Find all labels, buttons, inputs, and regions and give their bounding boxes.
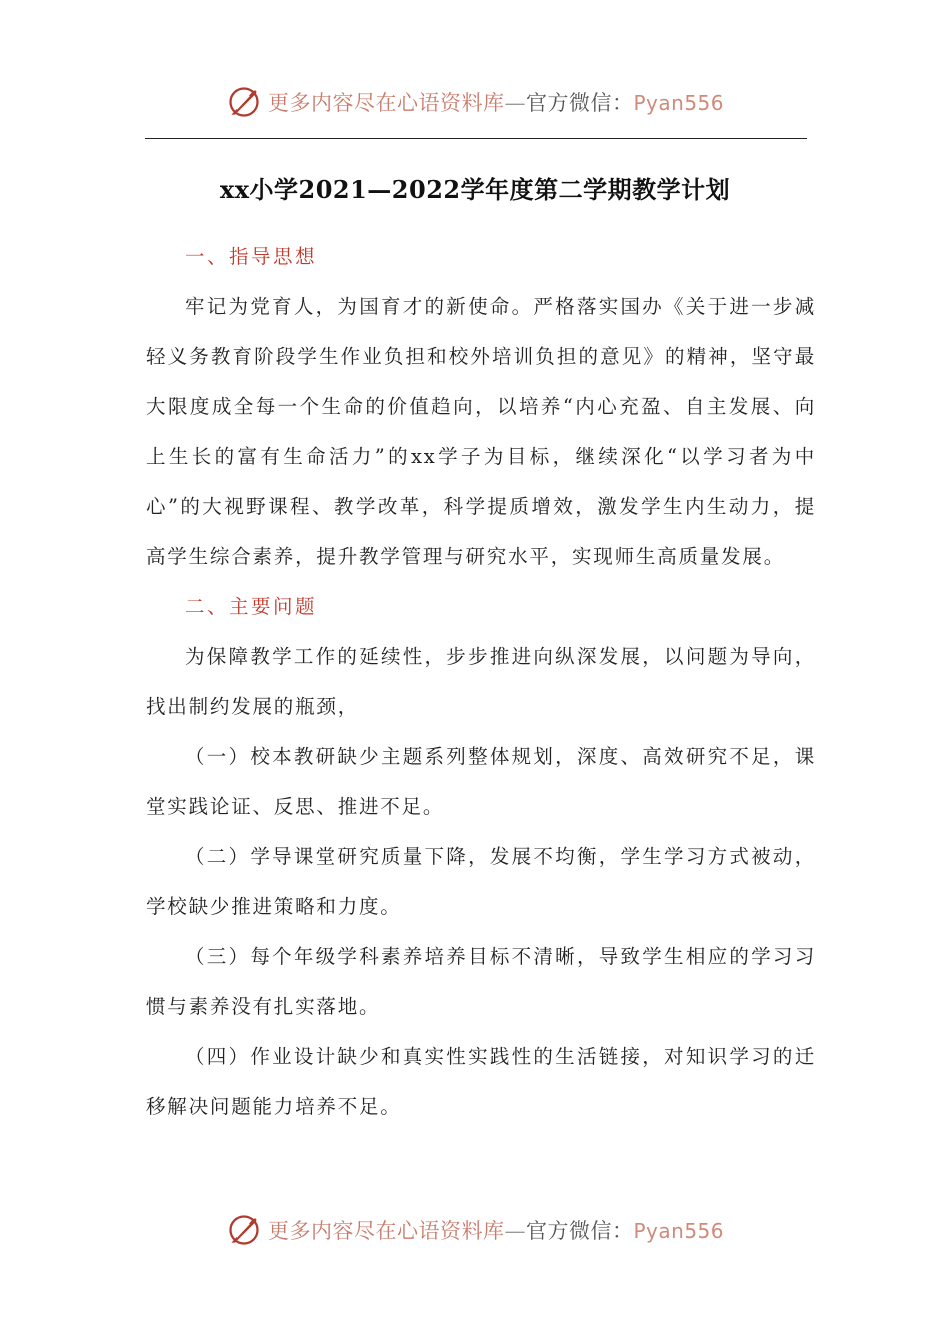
header-banner: [0, 80, 950, 124]
banner-wechat-id: Pyan556: [633, 1219, 724, 1243]
quill-pen-logo-icon: [226, 84, 262, 120]
banner-text: [268, 1215, 724, 1245]
footer-banner: [0, 1208, 950, 1252]
banner-wechat-label: 官方微信：: [525, 91, 634, 115]
body-paragraph: （四）作业设计缺少和真实性实践性的生活链接，对知识学习的迁移解决问题能力培养不足。: [146, 1045, 816, 1118]
banner-separator: —: [504, 91, 526, 115]
banner-brand: 更多内容尽在心语资料库: [267, 1219, 505, 1243]
banner-wechat-label: 官方微信：: [525, 1219, 634, 1243]
quill-pen-logo-icon: [226, 1212, 262, 1248]
document-body: [146, 232, 816, 1132]
section-heading: 一、指导思想: [185, 245, 318, 268]
banner-text: [268, 87, 724, 117]
body-paragraph: （三）每个年级学科素养培养目标不清晰，导致学生相应的学习习惯与素养没有扎实落地。: [146, 945, 816, 1018]
body-paragraph: 牢记为党育人，为国育才的新使命。严格落实国办《关于进一步减轻义务教育阶段学生作业负担和校外培训负担的意见》的精神，坚守最大限度成全每一个生命的价值趋向，以培养“内心充盈、自主发展、向上生长的富有生命活力”的xx学子为目标，继续深化“以学习者为中心”的大视野课程、教学改革，科学提质增效，激发学生内生动力，提高学生综合素养，提升教学管理与研究水平，实现师生高质量发展。: [146, 295, 816, 568]
body-paragraph: （一）校本教研缺少主题系列整体规划，深度、高效研究不足，课堂实践论证、反思、推进不足。: [146, 745, 816, 818]
body-paragraph: 为保障教学工作的延续性，步步推进向纵深发展，以问题为导向，找出制约发展的瓶颈，: [146, 645, 816, 718]
banner-brand: 更多内容尽在心语资料库: [267, 91, 505, 115]
banner-separator: —: [504, 1219, 526, 1243]
banner-wechat-id: Pyan556: [633, 91, 724, 115]
document-title: xx小学2021—2022学年度第二学期教学计划: [219, 175, 731, 204]
header-divider: [145, 138, 807, 139]
body-paragraph: （二）学导课堂研究质量下降，发展不均衡，学生学习方式被动，学校缺少推进策略和力度。: [146, 845, 816, 918]
section-heading: 二、主要问题: [185, 595, 318, 618]
